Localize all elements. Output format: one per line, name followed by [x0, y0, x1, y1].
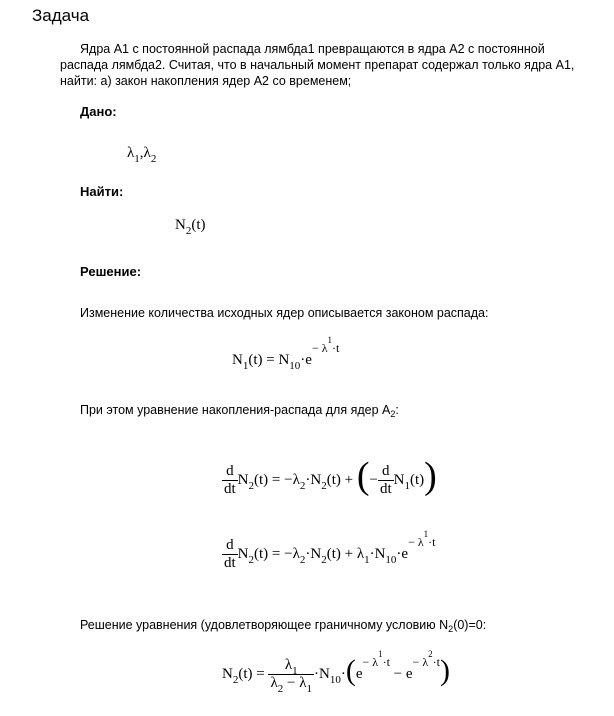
given-label: Дано: [80, 104, 117, 119]
solution-text-1: Изменение количества исходных ядер описывается законом распада: [80, 306, 489, 320]
find-label: Найти: [80, 184, 124, 199]
given-formula: $\lambda_1,\lambda_2$ [127, 145, 157, 165]
solution-text-2: При этом уравнение накопления-распада для ядер $А_2$: [80, 403, 399, 419]
solution-label: Решение: [80, 264, 142, 279]
equation-accumulation: $\frac{d}{dt}$ $N_2(t) = -\lambda_2\cdot N_2(t)$ + (− $\frac{d}{dt}$ $N_1(t)$) [224, 455, 437, 498]
problem-line-3: найти: а) закон накопления ядер А2 со временем; [60, 74, 352, 88]
equation-accumulation-expanded: $\frac{d}{dt}$ $N_2(t) = -\lambda_2\cdot N_2(t) + \lambda_1\cdot N_{10}\cdot e^{- \lambda^1\cdot t}$ [224, 528, 436, 571]
solution-text-3: Решение уравнения (удовлетворяющее граничному условию $N_2(0)=0$: [80, 618, 487, 634]
find-formula: $N_2(t)$ [175, 217, 206, 237]
problem-line-2: распада лямбда2. Считая, что в начальный момент препарат содержал только ядра А1, [60, 58, 575, 72]
equation-decay: $N_1(t) = N_{10}\cdot e^{- \lambda^1\cdot t}$ [232, 335, 340, 372]
problem-line-1: Ядра А1 с постоянной распада лямбда1 превращаются в ядра А2 с постоянной [80, 42, 545, 56]
page-title: Задача [32, 6, 90, 25]
equation-solution: $N_2(t)$ = $\frac{\lambda_1}{\lambda_2 - \lambda_1}$ $\cdot N_{10}\cdot(e^{- \lambda^1\cdot t} - e^{- \lambda^2\cdot t})$ [222, 649, 450, 696]
